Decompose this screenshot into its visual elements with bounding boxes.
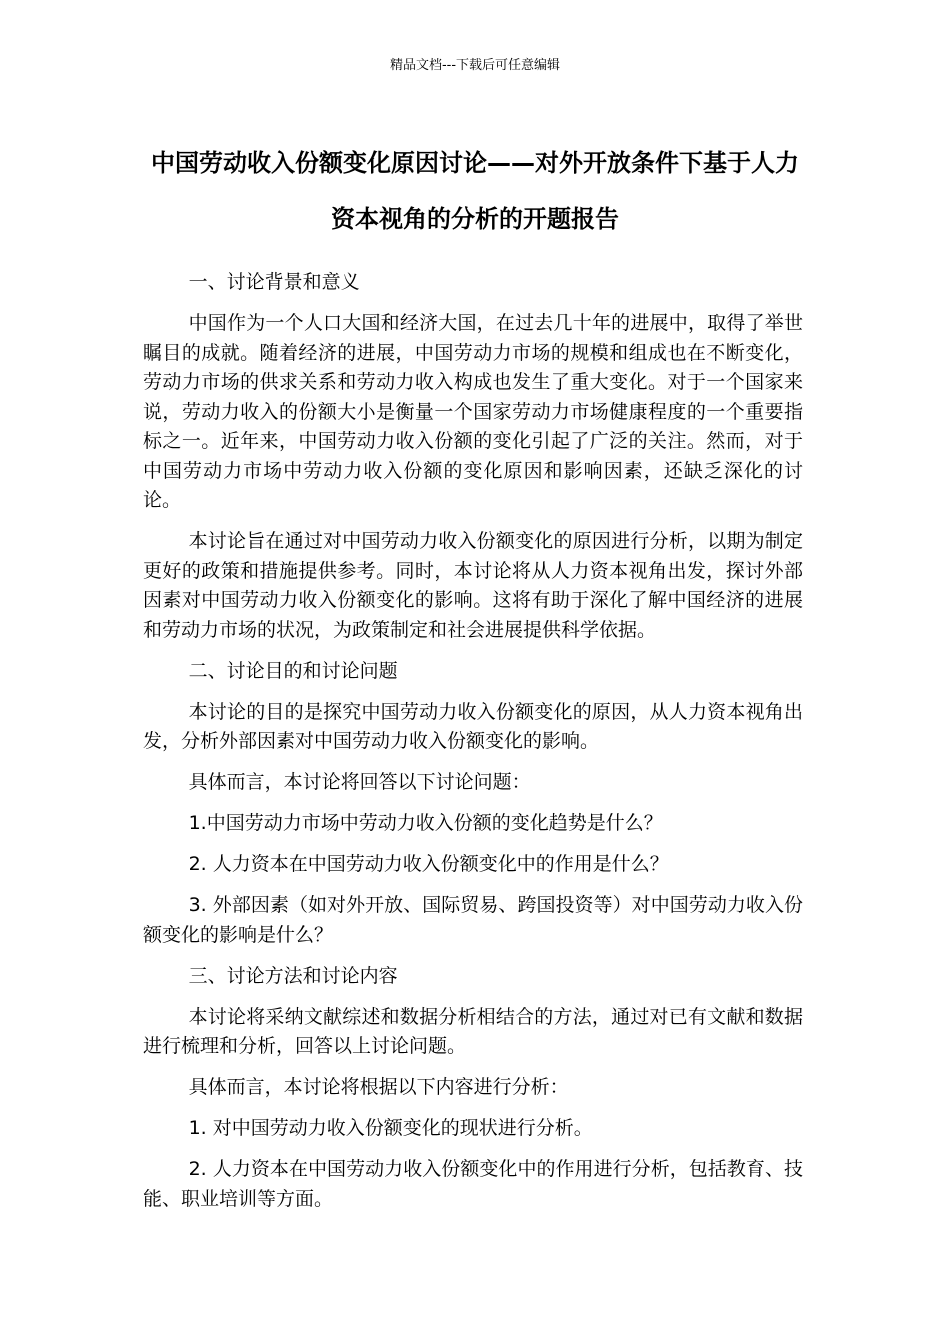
list-item: 3. 外部因素（如对外开放、国际贸易、跨国投资等）对中国劳动力收入份额变化的影响是什么？ [143, 894, 803, 946]
paragraph: 具体而言，本讨论将回答以下讨论问题： [188, 771, 531, 793]
list-item: 1.中国劳动力市场中劳动力收入份额的变化趋势是什么？ [188, 812, 663, 834]
paragraph: 具体而言，本讨论将根据以下内容进行分析： [188, 1076, 569, 1098]
document-title: 中国劳动收入份额变化原因讨论——对外开放条件下基于人力资本视角的分析的开题报告 [151, 149, 799, 233]
section-heading-background: 一、讨论背景和意义 [188, 271, 360, 293]
section-heading-methods: 三、讨论方法和讨论内容 [188, 964, 398, 987]
list-item: 1. 对中国劳动力收入份额变化的现状进行分析。 [188, 1117, 593, 1139]
header-note: 精品文档---下载后可任意编辑 [389, 58, 561, 73]
list-item: 2. 人力资本在中国劳动力收入份额变化中的作用进行分析，包括教育、技能、职业培训等方面。 [143, 1158, 803, 1210]
paragraph: 中国作为一个人口大国和经济大国，在过去几十年的进展中，取得了举世瞩目的成就。随着经济的进展，中国劳动力市场的规模和组成也在不断变化，劳动力市场的供求关系和劳动力收入构成也发生了重大变化。对于一个国家来说，劳动力收入的份额大小是衡量一个国家劳动力市场健康程度的一个重要指标之一。近年来，中国劳动力收入份额的变化引起了广泛的关注。然而，对于中国劳动力市场中劳动力收入份额的变化原因和影响因素，还缺乏深化的讨论。 [143, 312, 803, 511]
paragraph: 本讨论将采纳文献综述和数据分析相结合的方法，通过对已有文献和数据进行梳理和分析，回答以上讨论问题。 [143, 1005, 803, 1057]
section-heading-purpose: 二、讨论目的和讨论问题 [188, 659, 398, 682]
document-body [143, 268, 803, 1226]
paragraph: 本讨论的目的是探究中国劳动力收入份额变化的原因，从人力资本视角出发，分析外部因素对中国劳动力收入份额变化的影响。 [143, 700, 803, 752]
paragraph: 本讨论旨在通过对中国劳动力收入份额变化的原因进行分析，以期为制定更好的政策和措施提供参考。同时，本讨论将从人力资本视角出发，探讨外部因素对中国劳动力收入份额变化的影响。这将有助于深化了解中国经济的进展和劳动力市场的状况，为政策制定和社会进展提供科学依据。 [143, 530, 803, 641]
list-item: 2. 人力资本在中国劳动力收入份额变化中的作用是什么？ [188, 853, 669, 875]
